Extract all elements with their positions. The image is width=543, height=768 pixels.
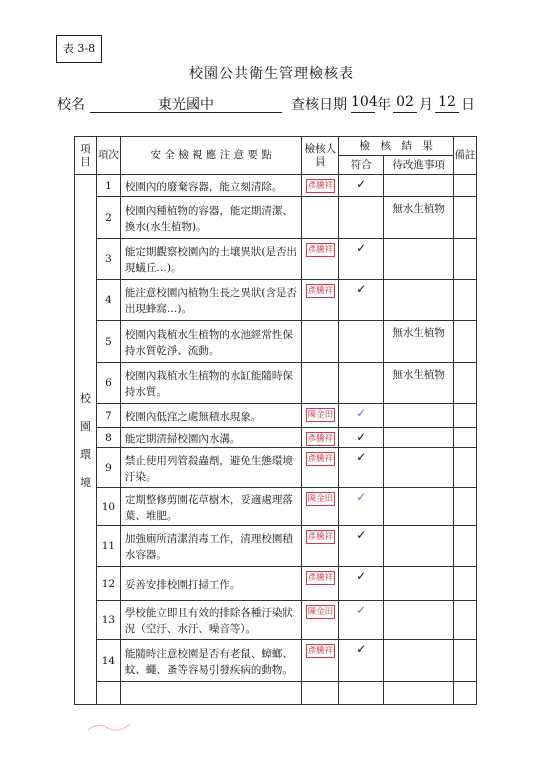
remark-cell xyxy=(454,280,477,321)
inspector-cell xyxy=(302,197,339,239)
remark-cell xyxy=(454,488,477,526)
table-row xyxy=(75,428,477,448)
row-number: 13 xyxy=(96,601,120,640)
table-row xyxy=(75,280,477,321)
inspector-seal: 彥騰祥 xyxy=(307,646,334,656)
pass-cell: ✓ xyxy=(339,239,384,280)
category-char: 園 xyxy=(79,419,91,433)
header-order: 項次 xyxy=(96,137,120,175)
header-inspector: 檢核人員 xyxy=(302,137,339,175)
category-char: 環 xyxy=(79,447,91,461)
inspector-seal: 彥騰祥 xyxy=(307,434,334,444)
row-text: 能注意校園內植物生長之異狀(含是否出現蜂窩…)。 xyxy=(120,280,301,321)
inspector-cell xyxy=(302,488,339,526)
row-number: 4 xyxy=(96,280,120,321)
table-row xyxy=(75,363,477,404)
year-unit: 年 xyxy=(377,97,391,113)
pass-cell: ✓ xyxy=(339,488,384,526)
row-text: 能隨時注意校園是否有老鼠、蟑螂、蚊、蠅、蚤等容易引發疾病的動物。 xyxy=(120,640,301,682)
row-text: 定期整修剪園花草樹木，妥適處理落葉、堆肥。 xyxy=(120,488,301,526)
table-row xyxy=(75,448,477,488)
table-row xyxy=(75,488,477,526)
inspector-seal: 彥騰祥 xyxy=(307,573,334,583)
table-row xyxy=(75,640,477,682)
inspector-cell xyxy=(302,448,339,488)
row-text: 能定期清掃校園內水溝。 xyxy=(120,428,301,448)
row-text: 妥善安排校園打掃工作。 xyxy=(120,567,301,601)
remark-cell xyxy=(454,567,477,601)
pass-cell: ✓ xyxy=(339,428,384,448)
row-number: 1 xyxy=(96,175,120,197)
remark-cell xyxy=(454,526,477,567)
pass-cell: ✓ xyxy=(339,404,384,428)
improve-cell xyxy=(384,601,454,640)
pass-cell: ✓ xyxy=(339,640,384,682)
category-cell xyxy=(75,175,97,705)
improve-cell xyxy=(384,175,454,197)
blank-row xyxy=(75,682,477,705)
year-value: 104 xyxy=(351,94,375,113)
table-tag: 表 3-8 xyxy=(56,35,102,63)
inspector-seal: 陳金田 xyxy=(307,494,334,504)
row-text: 校園內低窪之處無積水現象。 xyxy=(120,404,301,428)
remark-cell xyxy=(454,175,477,197)
table-row xyxy=(75,239,477,280)
pen-mark xyxy=(86,716,136,736)
header-result: 檢 核 結 果 xyxy=(339,137,454,156)
pass-cell: ✓ xyxy=(339,601,384,640)
inspector-cell xyxy=(302,428,339,448)
inspector-seal: 彥騰祥 xyxy=(307,245,334,255)
inspector-seal: 彥騰祥 xyxy=(307,454,334,464)
checklist-table xyxy=(74,136,477,705)
remark-cell xyxy=(454,640,477,682)
header-info xyxy=(57,94,497,116)
table-row xyxy=(75,601,477,640)
inspector-cell xyxy=(302,640,339,682)
table-row xyxy=(75,321,477,363)
inspector-cell xyxy=(302,404,339,428)
table-row xyxy=(75,197,477,239)
pass-cell: ✓ xyxy=(339,567,384,601)
remark-cell xyxy=(454,404,477,428)
pass-cell: ✓ xyxy=(339,175,384,197)
remark-cell xyxy=(454,428,477,448)
row-text: 校園內的廢棄容器，能立刻清除。 xyxy=(120,175,301,197)
row-number: 9 xyxy=(96,448,120,488)
row-number: 8 xyxy=(96,428,120,448)
header-pass: 符合 xyxy=(339,156,384,175)
table-row xyxy=(75,526,477,567)
month-value: 02 xyxy=(393,94,417,113)
pass-cell xyxy=(339,197,384,239)
pass-cell: ✓ xyxy=(339,526,384,567)
inspector-cell xyxy=(302,321,339,363)
month-unit: 月 xyxy=(419,97,433,113)
inspector-cell xyxy=(302,526,339,567)
row-number: 2 xyxy=(96,197,120,239)
remark-cell xyxy=(454,239,477,280)
improve-cell xyxy=(384,448,454,488)
day-unit: 日 xyxy=(461,97,475,113)
row-number: 6 xyxy=(96,363,120,404)
remark-cell xyxy=(454,321,477,363)
improve-cell xyxy=(384,567,454,601)
improve-cell: 無水生植物 xyxy=(384,321,454,363)
improve-cell xyxy=(384,526,454,567)
inspector-seal: 陳金田 xyxy=(307,410,334,420)
inspector-seal: 陳金田 xyxy=(307,607,334,617)
improve-cell xyxy=(384,404,454,428)
row-number: 7 xyxy=(96,404,120,428)
category-char: 校 xyxy=(79,391,91,405)
inspector-cell xyxy=(302,280,339,321)
remark-cell xyxy=(454,363,477,404)
row-text: 加強廁所清潔消毒工作，清理校園積水容器。 xyxy=(120,526,301,567)
improve-cell xyxy=(384,488,454,526)
row-number: 14 xyxy=(96,640,120,682)
date-label: 查核日期 xyxy=(291,97,347,113)
pass-cell: ✓ xyxy=(339,280,384,321)
row-text: 學校能立即且有效的排除各種汙染狀況（空汙、水汙、噪音等）。 xyxy=(120,601,301,640)
improve-cell xyxy=(384,640,454,682)
inspector-cell xyxy=(302,363,339,404)
remark-cell xyxy=(454,601,477,640)
school-label: 校名 xyxy=(57,97,85,113)
inspector-cell xyxy=(302,601,339,640)
table-row xyxy=(75,404,477,428)
improve-cell xyxy=(384,280,454,321)
day-value: 12 xyxy=(435,94,459,113)
row-text: 校園內栽植水生植物的水池經常性保持水質乾淨、流動。 xyxy=(120,321,301,363)
improve-cell xyxy=(384,428,454,448)
row-number: 10 xyxy=(96,488,120,526)
inspector-seal: 彥騰祥 xyxy=(307,181,334,191)
remark-cell xyxy=(454,197,477,239)
header-improve: 待改進事項 xyxy=(384,156,454,175)
header-remark: 備註 xyxy=(454,137,477,175)
table-row xyxy=(75,175,477,197)
improve-cell: 無水生植物 xyxy=(384,197,454,239)
row-number: 5 xyxy=(96,321,120,363)
header-points: 安 全 檢 視 應 注 意 要 點 xyxy=(120,137,301,175)
pass-cell xyxy=(339,321,384,363)
row-text: 禁止使用列管殺蟲劑，避免生態環境汙染。 xyxy=(120,448,301,488)
table-row xyxy=(75,567,477,601)
school-name: 東光國中 xyxy=(90,94,282,113)
checklist-body xyxy=(75,175,477,705)
row-text: 校園內栽植水生植物的水缸能隨時保持水質。 xyxy=(120,363,301,404)
row-number: 11 xyxy=(96,526,120,567)
page-title: 校園公共衛生管理檢核表 xyxy=(189,66,354,82)
improve-cell: 無水生植物 xyxy=(384,363,454,404)
row-text: 能定期觀察校園內的土壤異狀(是否出現蟻丘…)。 xyxy=(120,239,301,280)
row-number: 3 xyxy=(96,239,120,280)
inspector-cell xyxy=(302,239,339,280)
inspector-cell xyxy=(302,567,339,601)
remark-cell xyxy=(454,448,477,488)
inspector-cell xyxy=(302,175,339,197)
inspector-seal: 彥騰祥 xyxy=(307,286,334,296)
header-project: 項目 xyxy=(75,137,97,175)
pass-cell xyxy=(339,363,384,404)
improve-cell xyxy=(384,239,454,280)
row-text: 校園內種植物的容器，能定期清潔、換水(水生植物)。 xyxy=(120,197,301,239)
category-char: 境 xyxy=(79,475,91,489)
pass-cell: ✓ xyxy=(339,448,384,488)
inspector-seal: 彥騰祥 xyxy=(307,532,334,542)
row-number: 12 xyxy=(96,567,120,601)
